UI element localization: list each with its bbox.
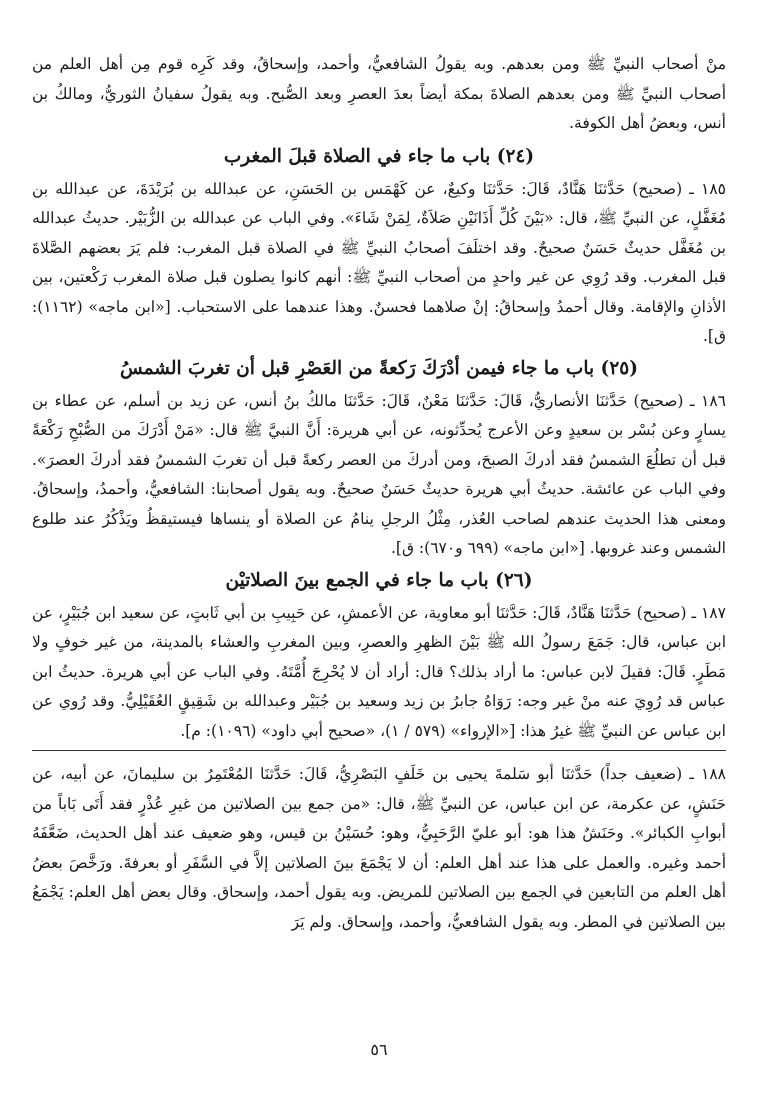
chapter-heading-24: (٢٤) باب ما جاء في الصلاة قبلَ المغرب [223, 145, 535, 167]
intro-paragraph: منْ أصحاب النبيِّ ﷺ ومن بعدهم. وبه يقولُ الشافعيُّ، وأحمد، وإسحاقُ، وقد كَرِه قوم مِن أهل العلم من أصحاب النبيِّ ﷺ ومن بعدهم الصلاةَ بمكة أيضاً بعدَ العصرِ وبعد الصُّبح. وبه يقولُ سفيانُ الثوريُّ، ومالكُ بن أنس، وبعضُ أهل الكوفة. [32, 55, 726, 132]
hadith-185: ١٨٥ ـ (صحيح) حَدَّثنَا هَنَّادٌ، قَالَ: حَدَّثنَا وكيعٌ، عن كَهْمَس بن الحَسَنِ، عن عبدالله بن بُرَيْدَةَ، عن عبدالله بن مُغَفَّلٍ، عن النبيِّ ﷺ، قال: «بَيْنَ كُلِّ أَذَانَيْنِ صَلاَةٌ، لِمَنْ شَاءَ». وفي الباب عن عبدالله بن الزُّبَيْر. حديثُ عبدالله بن مُغَفَّل حديثٌ حَسَنٌ صحيحٌ. وقد اختلَفَ أصحابُ النبيِّ ﷺ في الصلاة قبل المغرب: فلم يَرَ بعضهم الصَّلاةَ قبل المغرب. وقد رُوِي عن غير واحدٍ من أصحاب النبيِّ ﷺ: أنهم كانوا يصلون قبل صلاة المغرب رَكْعتين، بين الأذانِ والإقامة. وقال أحمدُ وإسحاقُ: إنْ صلاهما فحسنٌ. وهذا عندهما على الاستحباب. [«ابن ماجه» (١١٦٢): ق]. [32, 179, 726, 345]
chapter-heading-25: (٢٥) باب ما جاء فيمن أدْرَكَ رَكعةً من العَصْرِ قبل أن تغربَ الشمسُ [120, 357, 638, 379]
page-number: ٥٦ [370, 1040, 388, 1059]
hadith-188: ١٨٨ ـ (ضعيف جداً) حَدَّثنَا أبو سَلمةَ يحيى بن خَلَفٍ البَصْرِيُّ، قَالَ: حَدَّثنَا المُعْتَمِرُ بن سليمانَ، عن أبيه، عن حَنَشٍ، عن عكرمة، عن ابن عباس، عن النبيِّ ﷺ، قال: «من جمع بين الصلاتين من غيرِ عُذْرٍ فقد أَتَى بَاباً من أبوابِ الكبائر». وحَنَشٌ هذا هو: أبو عليّ الرَّحَبِيُّ، وهو: حُسَيْنُ بن قيس، وهو ضعيف عند أهل الحديث، ضَعَّفَهُ أحمد وغيره. والعمل على هذا عند أهل العلم: أن لا يَجْمَعَ بينَ الصلاتين إلاَّ في السَّفَرِ أو بعرفةَ. ورَخَّصَ بعضُ أهل العلم من التابعين في الجمع بين الصلاتين للمريض. وبه يقول أحمد، وإسحاق. وقال بعض أهل العلم: يَجْمَعُ بين الصلاتين في المطر. وبه يقول الشافعيُّ، وأحمد، وإسحاق. ولم يَرَ [32, 765, 726, 931]
hadith-187: ١٨٧ ـ (صحيح) حَدَّثنَا هَنَّادٌ، قَالَ: حَدَّثنَا أبو معاوية، عن الأعمشِ، عن حَبِيبِ بن أبي ثَابتٍ، عن سعيد ابن جُبَيْرٍ، عن ابن عباس، قال: جَمَعَ رسولُ الله ﷺ بَيْنَ الظهرِ والعصرِ، وبين المغربِ والعشاء بالمدينة، من غير خوفٍ ولا مَطَرٍ. قَالَ: فقيلَ لابن عباس: ما أراد بذلك؟ قال: أراد أن لا يُحْرِجَ أُمَّتَهُ. وفي الباب عن أبي هريرة. حديثُ ابن عباس قد رُوِيَ عنه منْ غير وجه: رَوَاهُ جابرُ بن زيد وسعيد بن جُبَيْر وعبدالله بن شَقِيقٍ العُقَيْلِيُّ. وقد رُوي عن ابن عباس عن النبيِّ ﷺ غيرُ هذا: [«الإرواء» (٥٧٩ / ١)، «صحيح أبي داود» (١٠٩٦): م]. [32, 603, 726, 740]
separator-rule [32, 750, 726, 751]
hadith-186: ١٨٦ ـ (صحيح) حَدَّثنَا الأنصاريُّ، قَالَ: حَدَّثنَا مَعْنٌ، قَالَ: حَدَّثنَا مالكُ بنُ أنس، عن زيد بن أسلم، عن عطاء بن يسارٍ وعن بُسْر بن سعيدٍ وعن الأعرج يُحدِّثونه، عن أبي هريرة: أَنَّ النبيَّ ﷺ قال: «مَنْ أَدْرَكَ من الصُّبْحِ رَكْعَةً قبل أن تطلُعَ الشمسُ فقد أدركَ الصبحَ، ومن أدركَ من العصر ركعةً قبل أن تغربَ الشمسُ فقد أدركَ العصرَ». وفي الباب عن عائشة. حديثُ أبي هريرة حديثٌ حَسَنٌ صحيحٌ. وبه يقول أصحابنا: الشافعيُّ، وأحمدُ، وإسحاقُ. ومعنى هذا الحديث عندهم لصاحب العُذر، مِثْلُ الرجلِ ينامُ عن الصلاة أو ينساها فيستيقظُ ويَذْكُرُ عند طلوع الشمس وعند غروبها. [«ابن ماجه» (٦٩٩ و٦٧٠): ق]. [32, 391, 726, 557]
chapter-heading-26: (٢٦) باب ما جاء في الجمع بينَ الصلاتيْن [225, 569, 533, 591]
